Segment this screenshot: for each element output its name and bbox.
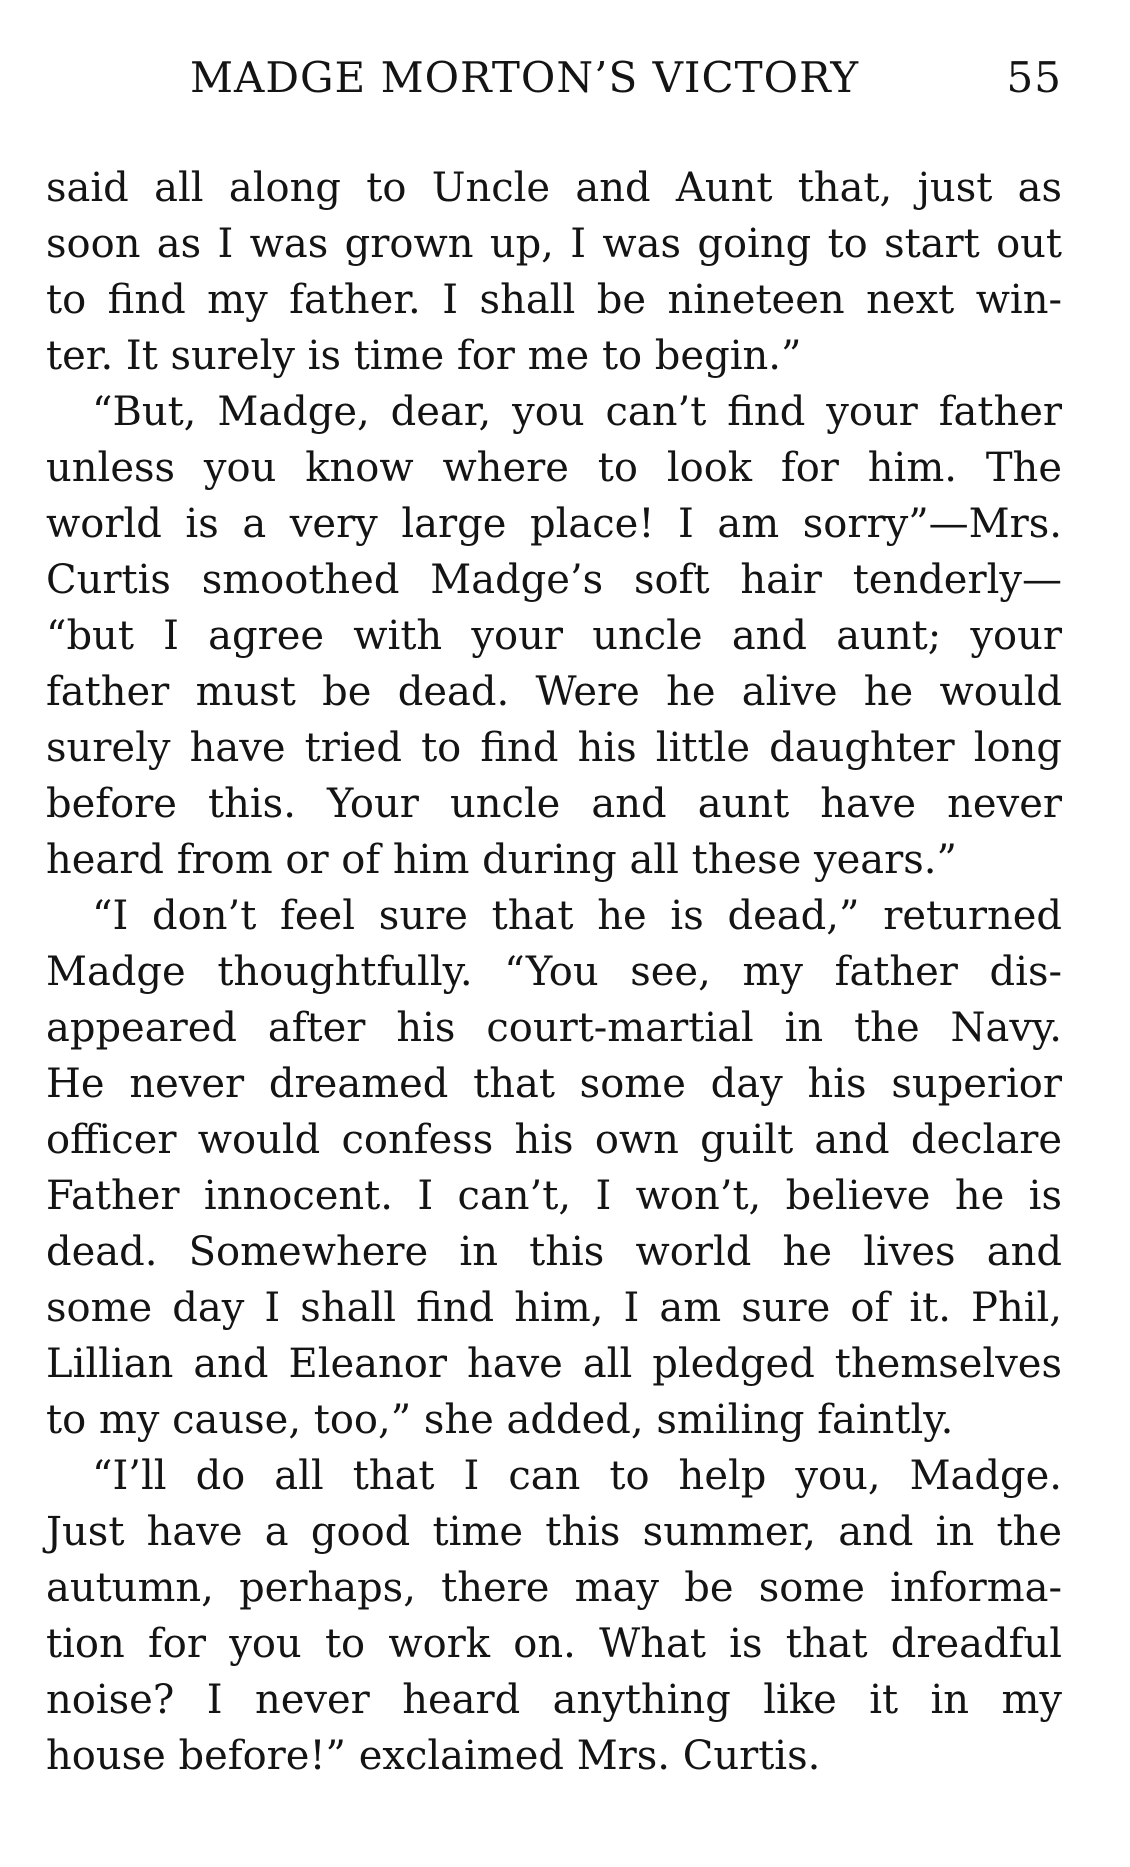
text-line: “I don’t feel sure that he is dead,” returned <box>92 893 1062 939</box>
text-line: some day I shall find him, I am sure of it. Phil, <box>46 1285 1062 1331</box>
text-line: father must be dead. Were he alive he would <box>46 669 1062 715</box>
text-line: officer would confess his own guilt and declare <box>46 1117 1062 1163</box>
text-line: Madge thoughtfully. “You see, my father dis- <box>46 949 1062 995</box>
text-line: appeared after his court-martial in the Navy. <box>46 1005 1062 1051</box>
text-line: Curtis smoothed Madge’s soft hair tenderly— <box>46 557 1062 603</box>
text-line: house before!” exclaimed Mrs. Curtis. <box>46 1733 821 1779</box>
text-line: before this. Your uncle and aunt have never <box>46 781 1062 827</box>
body-text <box>46 160 1062 1784</box>
text-line: “But, Madge, dear, you can’t find your father <box>92 389 1062 435</box>
text-line: autumn, perhaps, there may be some informa- <box>46 1565 1062 1611</box>
text-line: unless you know where to look for him. The <box>46 445 1062 491</box>
text-line: He never dreamed that some day his superior <box>46 1061 1062 1107</box>
text-line: Just have a good time this summer, and in the <box>46 1509 1062 1555</box>
text-line: ter. It surely is time for me to begin.” <box>46 333 802 379</box>
text-line: to find my father. I shall be nineteen next win- <box>46 277 1062 323</box>
text-line: noise? I never heard anything like it in my <box>46 1677 1062 1723</box>
running-title: MADGE MORTON’S VICTORY <box>190 53 860 102</box>
text-line: heard from or of him during all these years.” <box>46 837 957 883</box>
text-line: “I’ll do all that I can to help you, Madge. <box>92 1453 1062 1499</box>
text-line: soon as I was grown up, I was going to start out <box>46 221 1062 267</box>
text-line: dead. Somewhere in this world he lives and <box>46 1229 1062 1275</box>
text-line: tion for you to work on. What is that dreadful <box>46 1621 1062 1667</box>
page-number: 55 <box>1006 53 1062 102</box>
text-line: said all along to Uncle and Aunt that, just as <box>46 165 1062 211</box>
running-head <box>190 48 1062 108</box>
text-line: “but I agree with your uncle and aunt; your <box>46 613 1062 659</box>
text-line: world is a very large place! I am sorry”—Mrs. <box>46 501 1062 547</box>
text-line: surely have tried to find his little daughter long <box>46 725 1062 771</box>
text-line: to my cause, too,” she added, smiling faintly. <box>46 1397 954 1443</box>
text-line: Father innocent. I can’t, I won’t, believe he is <box>46 1173 1062 1219</box>
text-line: Lillian and Eleanor have all pledged themselves <box>46 1341 1062 1387</box>
